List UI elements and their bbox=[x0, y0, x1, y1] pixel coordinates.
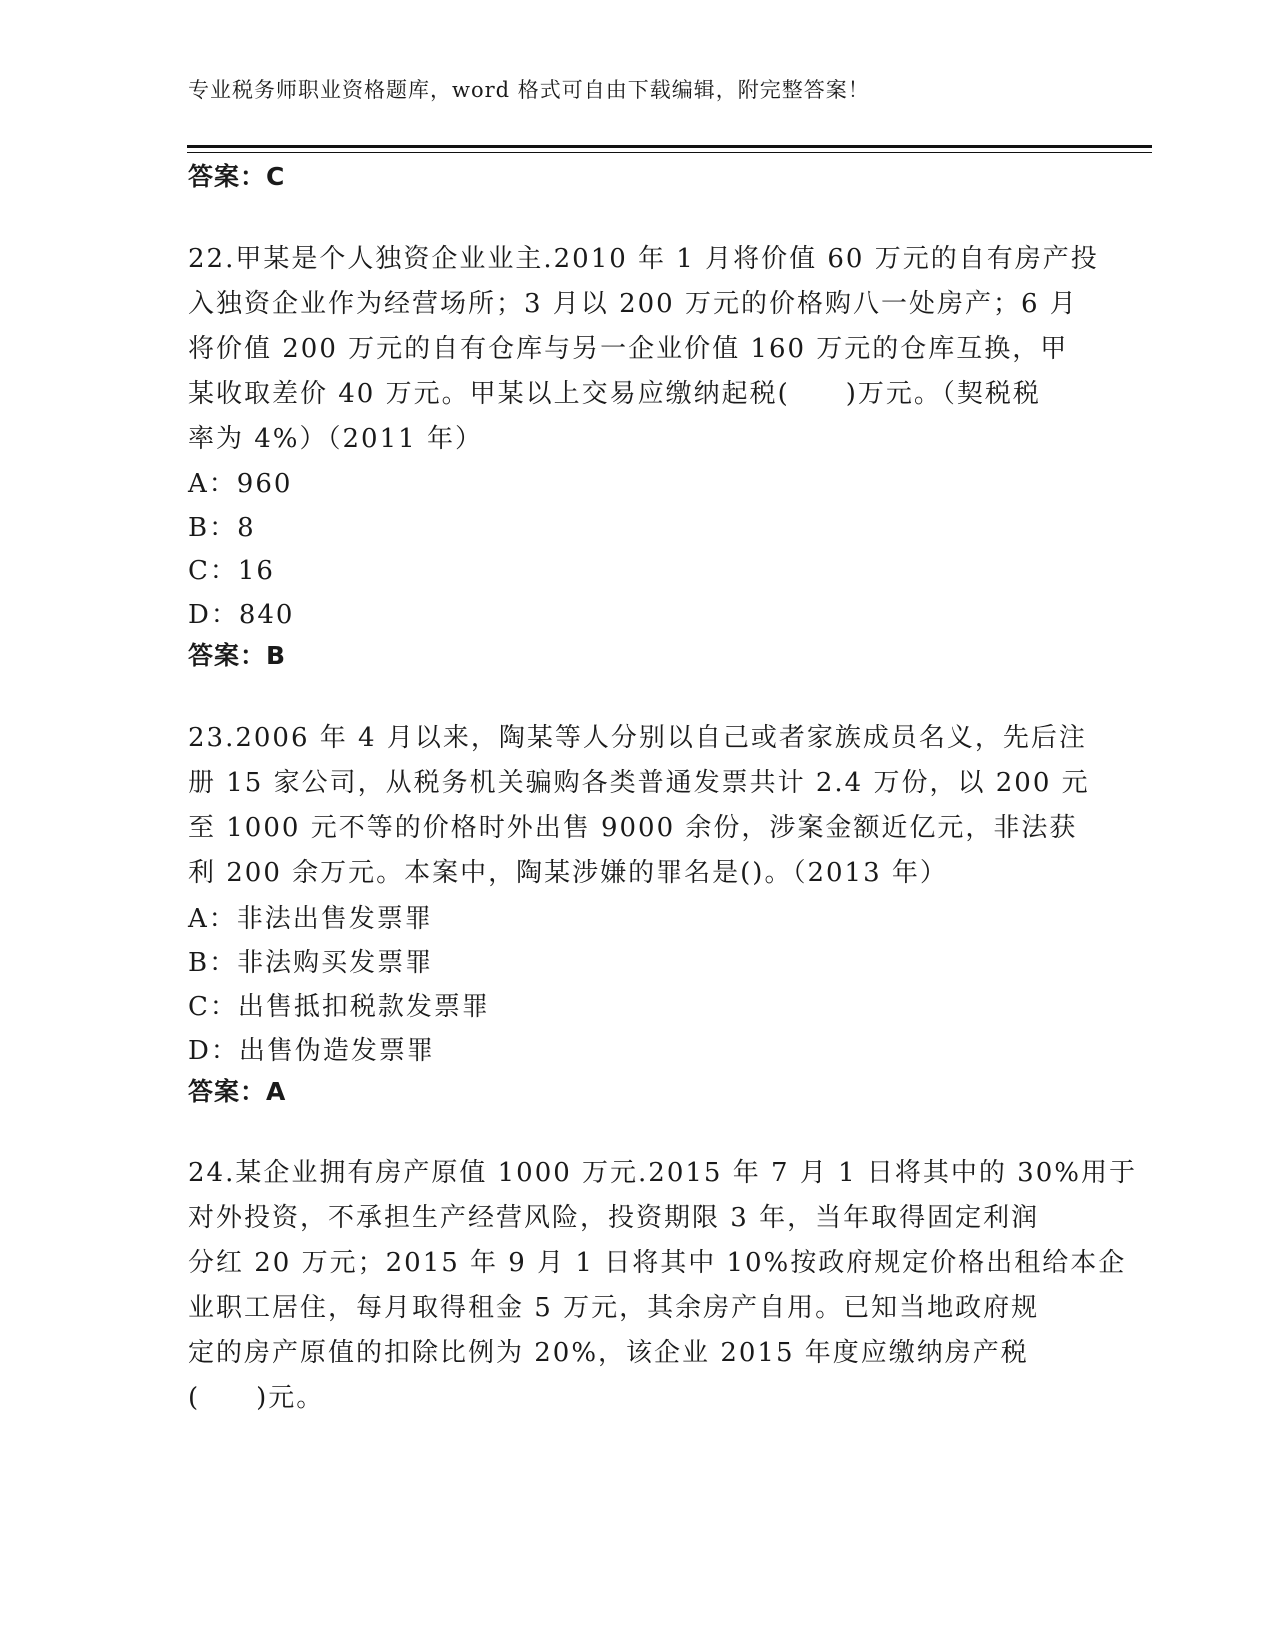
question-line: 至 1000 元不等的价格时外出售 9000 余份，涉案金额近亿元，非法获 bbox=[188, 813, 1078, 843]
question-line: 分红 20 万元；2015 年 9 月 1 日将其中 10%按政府规定价格出租给本企 bbox=[188, 1248, 1127, 1278]
option-c: C：出售抵扣税款发票罪 bbox=[188, 992, 490, 1022]
answer-23: 答案：A bbox=[188, 1077, 287, 1106]
option-d: D：出售伪造发票罪 bbox=[188, 1036, 435, 1066]
header-rule-thick bbox=[187, 145, 1152, 148]
option-d: D：840 bbox=[188, 600, 295, 630]
question-line: 率为 4%）（2011 年） bbox=[188, 424, 483, 454]
question-line: 册 15 家公司，从税务机关骗购各类普通发票共计 2.4 万份，以 200 元 bbox=[188, 768, 1090, 798]
question-23 bbox=[188, 716, 1088, 896]
question-22 bbox=[188, 237, 1099, 462]
question-line: 定的房产原值的扣除比例为 20%，该企业 2015 年度应缴纳房产税 bbox=[188, 1338, 1029, 1368]
answer-22: 答案：B bbox=[188, 641, 287, 670]
question-line: 入独资企业作为经营场所；3 月以 200 万元的价格购八一处房产；6 月 bbox=[188, 289, 1078, 319]
page-header: 专业税务师职业资格题库，word 格式可自由下载编辑，附完整答案！ bbox=[188, 78, 870, 102]
header-rule-thin bbox=[187, 152, 1152, 153]
option-a: A：960 bbox=[188, 469, 293, 499]
option-b: B：8 bbox=[188, 513, 256, 543]
question-line: 某收取差价 40 万元。甲某以上交易应缴纳起税( )万元。（契税税 bbox=[188, 379, 1041, 409]
question-line: 将价值 200 万元的自有仓库与另一企业价值 160 万元的仓库互换，甲 bbox=[188, 334, 1069, 364]
question-line: 业职工居住，每月取得租金 5 万元，其余房产自用。已知当地政府规 bbox=[188, 1293, 1040, 1323]
question-24 bbox=[188, 1151, 1137, 1421]
option-a: A：非法出售发票罪 bbox=[188, 904, 433, 934]
question-line: 利 200 余万元。本案中，陶某涉嫌的罪名是()。（2013 年） bbox=[188, 858, 948, 888]
option-b: B：非法购买发票罪 bbox=[188, 948, 434, 978]
question-line: 24.某企业拥有房产原值 1000 万元.2015 年 7 月 1 日将其中的 30%用于 bbox=[188, 1158, 1137, 1188]
answer-21: 答案：C bbox=[188, 162, 286, 191]
option-c: C：16 bbox=[188, 556, 275, 586]
question-line: 对外投资，不承担生产经营风险，投资期限 3 年，当年取得固定利润 bbox=[188, 1203, 1040, 1233]
question-line: ( )元。 bbox=[188, 1383, 325, 1413]
question-line: 23.2006 年 4 月以来，陶某等人分别以自己或者家族成员名义，先后注 bbox=[188, 723, 1087, 753]
question-line: 22.甲某是个人独资企业业主.2010 年 1 月将价值 60 万元的自有房产投 bbox=[188, 244, 1099, 274]
